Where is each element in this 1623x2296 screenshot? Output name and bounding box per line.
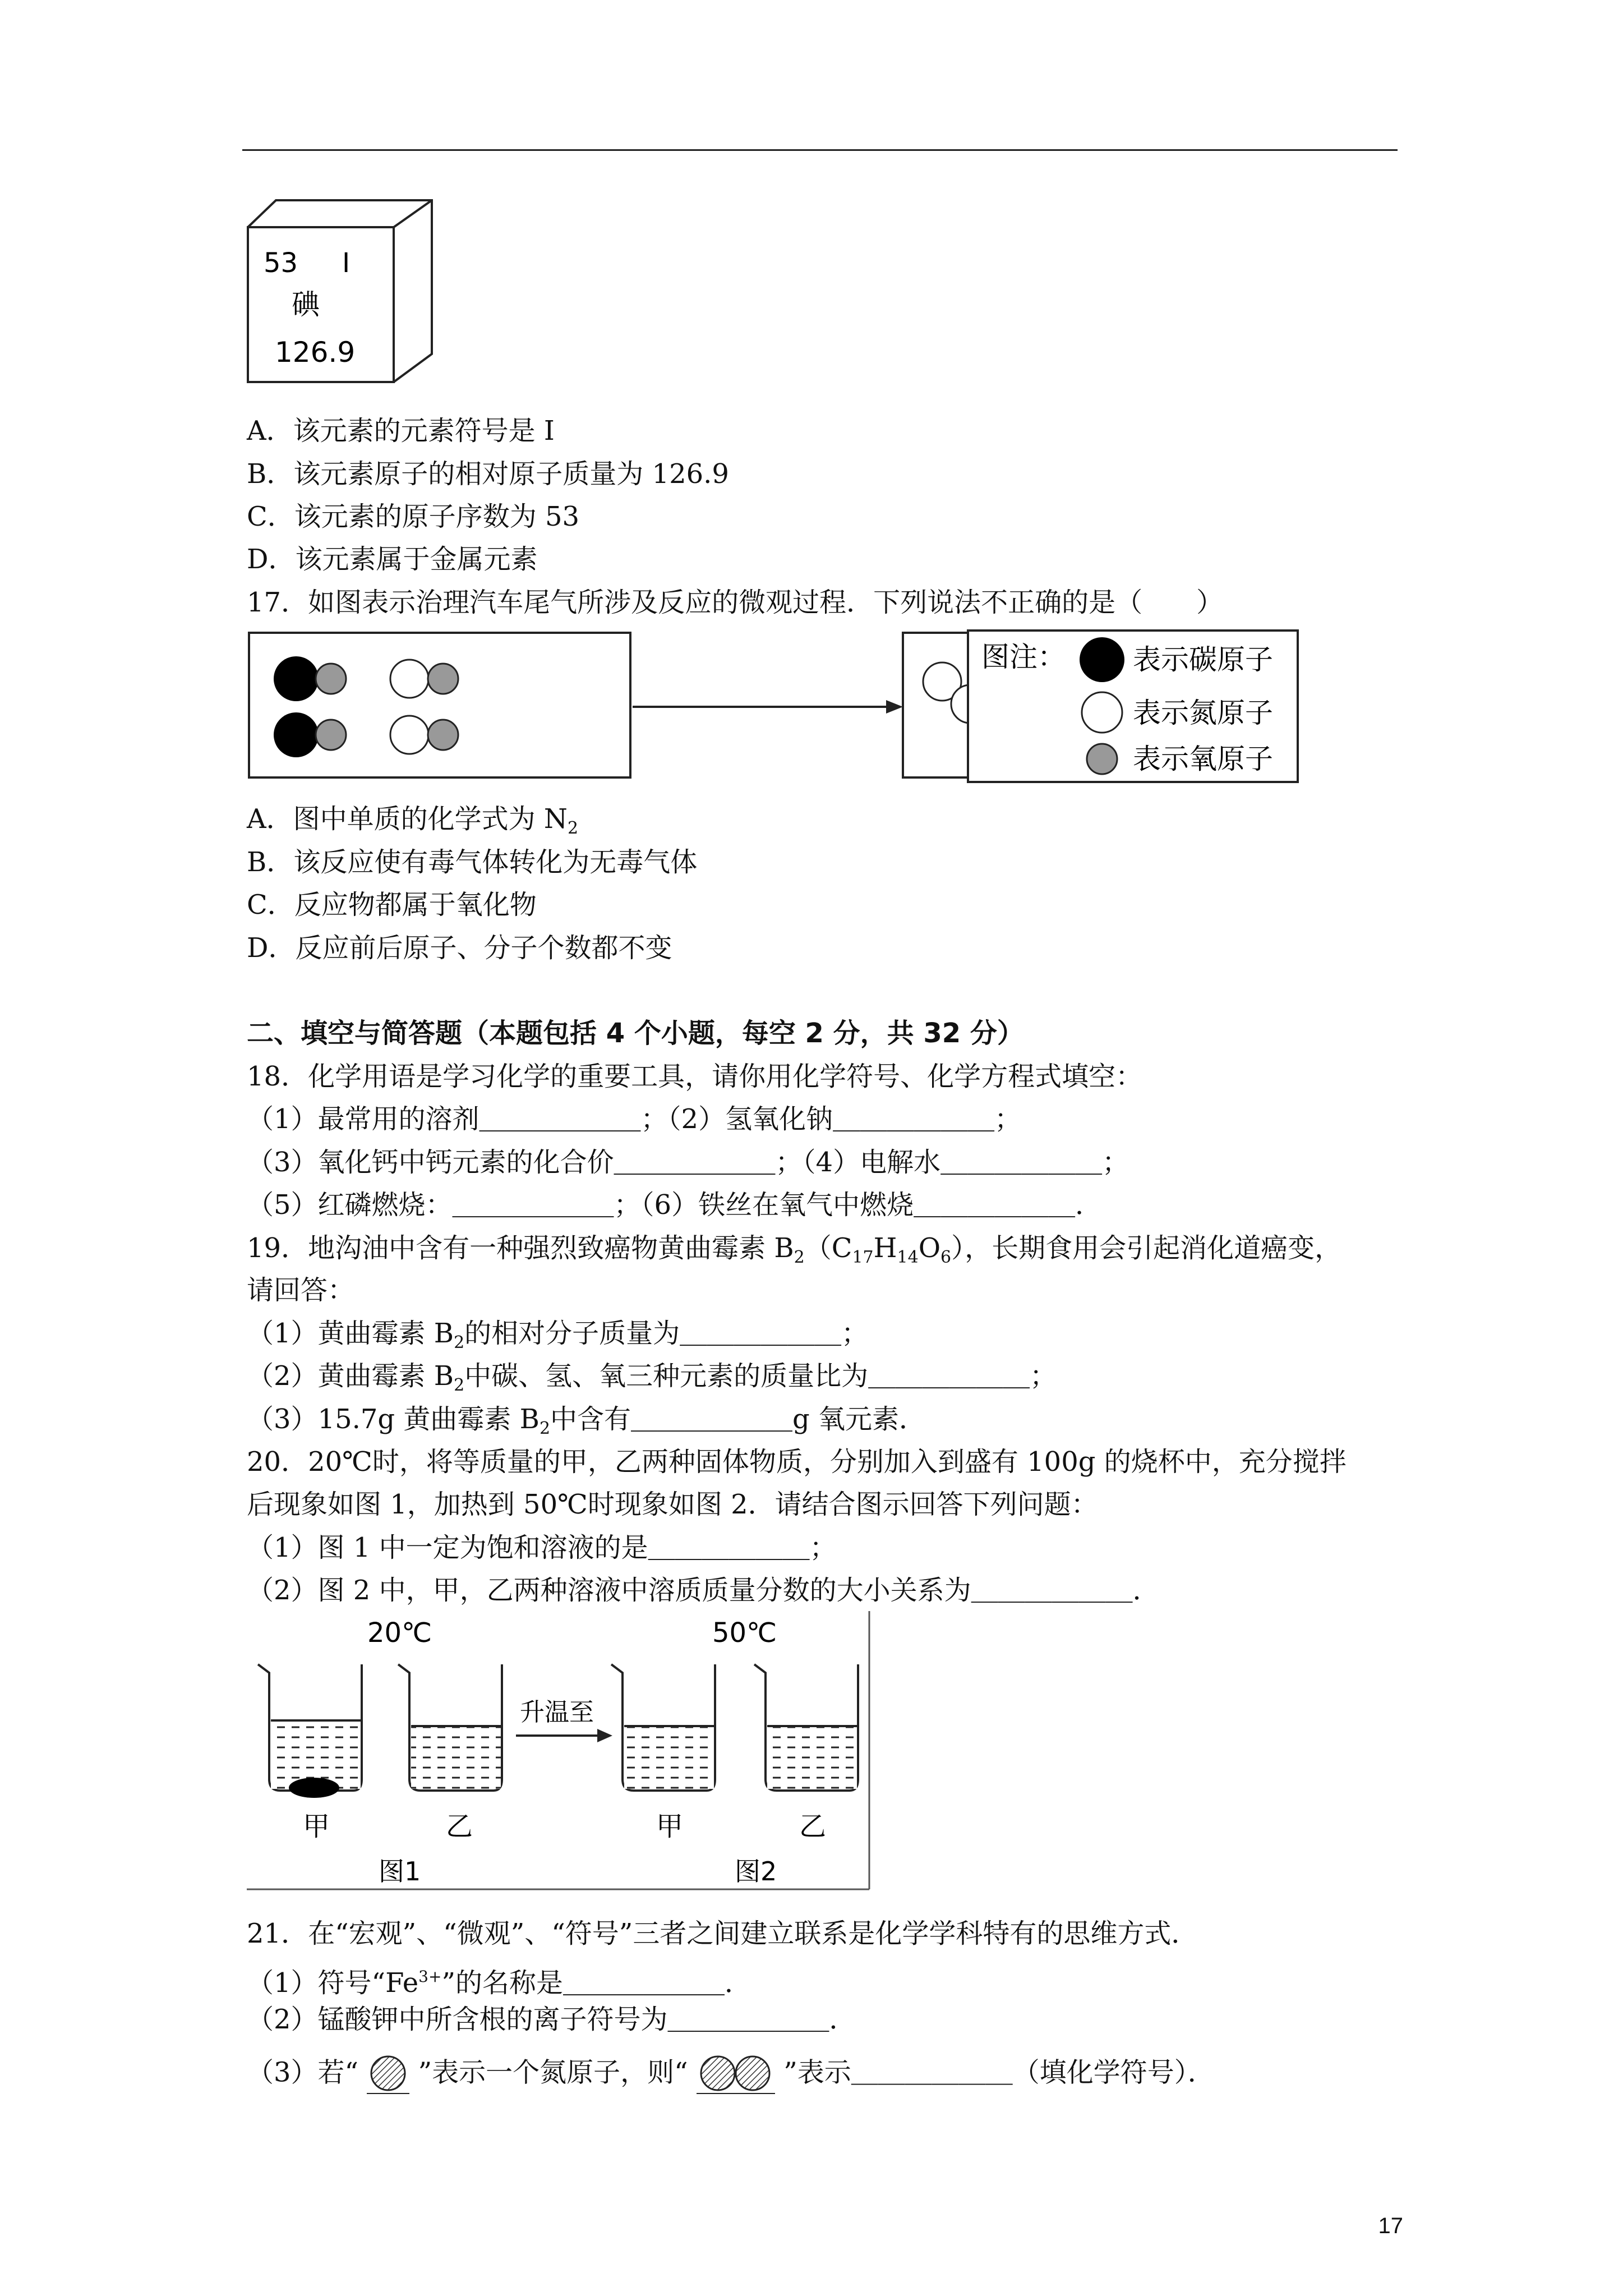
q17-option-c: C．反应物都属于氧化物 xyxy=(247,889,537,921)
beaker-1-yi xyxy=(398,1664,502,1791)
q18-line-2: （3）氧化钙中钙元素的化合价＿＿＿＿＿＿；（4）电解水＿＿＿＿＿＿； xyxy=(247,1147,1129,1178)
legend-nitrogen-icon xyxy=(1082,692,1122,733)
q20-stem-2: 后现象如图 1，加热到 50℃时现象如图 2．请结合图示回答下列问题： xyxy=(247,1489,1098,1520)
q17-option-a: A．图中单质的化学式为 $N_2$ xyxy=(247,803,579,838)
beaker-2-yi xyxy=(754,1664,858,1791)
oxygen-atom xyxy=(428,664,458,694)
nitrogen-atom-hatched-icon xyxy=(367,2053,409,2096)
element-number: 53 xyxy=(264,247,298,279)
q16-option-c: C．该元素的原子序数为 53 xyxy=(247,501,580,532)
q17-stem: 17．如图表示治理汽车尾气所涉及反应的微观过程．下列说法不正确的是（ ） xyxy=(247,587,1224,618)
oxygen-atom xyxy=(316,664,346,694)
q20-q2: （2）图 2 中，甲，乙两种溶液中溶质质量分数的大小关系为＿＿＿＿＿＿． xyxy=(247,1575,1160,1606)
nitrogen-molecule-hatched-icon xyxy=(697,2053,775,2096)
label-yi-1: 乙 xyxy=(446,1811,473,1842)
figure-1-label: 图1 xyxy=(379,1856,421,1887)
q21-q1: （1）符号“$Fe^{3+}$”的名称是＿＿＿＿＿＿． xyxy=(247,1967,751,1999)
page-number: 17 xyxy=(1378,2214,1403,2238)
legend-oxygen: 表示氧原子 xyxy=(1133,743,1273,775)
figure-2-label: 图2 xyxy=(735,1856,777,1887)
q21-stem: 21．在“宏观”、“微观”、“符号”三者之间建立联系是化学学科特有的思维方式． xyxy=(247,1918,1198,1949)
q16-option-b: B．该元素原子的相对原子质量为 126.9 xyxy=(247,458,729,490)
q17-legend xyxy=(965,627,1301,790)
element-symbol: I xyxy=(342,247,351,279)
header-rule xyxy=(242,149,1398,151)
beaker-1-jia xyxy=(258,1664,362,1798)
q16-option-a: A．该元素的元素符号是 I xyxy=(247,415,555,447)
q19-q1: （1）黄曲霉素 $B_2$的相对分子质量为＿＿＿＿＿＿； xyxy=(247,1318,869,1352)
legend-nitrogen: 表示氮原子 xyxy=(1133,697,1273,729)
q20-stem-1: 20．20℃时，将等质量的甲，乙两种固体物质，分别加入到盛有 100g 的烧杯中，充分搅拌 xyxy=(247,1446,1347,1478)
q19-q3: （3）15.7g 黄曲霉素 $B_2$中含有＿＿＿＿＿＿g 氧元素． xyxy=(247,1404,926,1438)
element-mass: 126.9 xyxy=(275,336,356,369)
element-card-figure xyxy=(247,199,437,384)
q21-q2: （2）锰酸钾中所含根的离子符号为＿＿＿＿＿＿． xyxy=(247,2004,856,2035)
arrow-label: 升温至 xyxy=(520,1698,594,1727)
carbon-atom xyxy=(274,712,319,757)
q17-option-b: B．该反应使有毒气体转化为无毒气体 xyxy=(247,846,698,878)
section2-heading: 二、填空与简答题（本题包括 4 个小题，每空 2 分，共 32 分） xyxy=(247,1018,1024,1049)
nitrogen-atom xyxy=(390,660,428,698)
legend-title: 图注： xyxy=(981,641,1066,673)
oxygen-atom xyxy=(428,720,458,750)
q19-q2: （2）黄曲霉素 $B_2$中碳、氢、氧三种元素的质量比为＿＿＿＿＿＿； xyxy=(247,1360,1057,1395)
element-name: 碘 xyxy=(292,288,320,321)
q19-stem: 19．地沟油中含有一种强烈致癌物黄曲霉素 $B_2(C_{17}H_{14}O_6)$，长期食用会引起消化道癌变， xyxy=(247,1232,1342,1267)
temp-20: 20℃ xyxy=(367,1617,432,1649)
label-jia-2: 甲 xyxy=(656,1811,684,1842)
oxygen-atom xyxy=(316,720,346,750)
label-yi-2: 乙 xyxy=(799,1811,827,1842)
label-jia-1: 甲 xyxy=(303,1811,330,1842)
q18-stem: 18．化学用语是学习化学的重要工具，请你用化学符号、化学方程式填空： xyxy=(247,1061,1143,1092)
temp-50: 50℃ xyxy=(712,1617,777,1649)
beaker-2-jia xyxy=(611,1664,715,1791)
q20-q1: （1）图 1 中一定为饱和溶液的是＿＿＿＿＿＿； xyxy=(247,1532,837,1563)
legend-carbon: 表示碳原子 xyxy=(1133,643,1273,676)
legend-carbon-icon xyxy=(1080,637,1124,682)
q21-q3: （3）若“ ”表示一个氮原子，则“ ”表示＿＿＿＿＿＿（填化学符号）． xyxy=(247,2053,1215,2096)
q16-option-d: D．该元素属于金属元素 xyxy=(247,544,538,575)
q19-stem-cont: 请回答： xyxy=(247,1274,355,1306)
q18-line-1: （1）最常用的溶剂＿＿＿＿＿＿；（2）氢氧化钠＿＿＿＿＿＿； xyxy=(247,1103,1022,1135)
legend-oxygen-icon xyxy=(1087,744,1117,774)
q20-beaker-figure xyxy=(247,1611,880,1892)
carbon-atom xyxy=(274,656,319,701)
nitrogen-atom xyxy=(390,716,428,754)
q17-option-d: D．反应前后原子、分子个数都不变 xyxy=(247,932,672,964)
undissolved-solid xyxy=(289,1778,339,1798)
q18-line-3: （5）红磷燃烧：＿＿＿＿＿＿；（6）铁丝在氧气中燃烧＿＿＿＿＿＿． xyxy=(247,1189,1103,1221)
